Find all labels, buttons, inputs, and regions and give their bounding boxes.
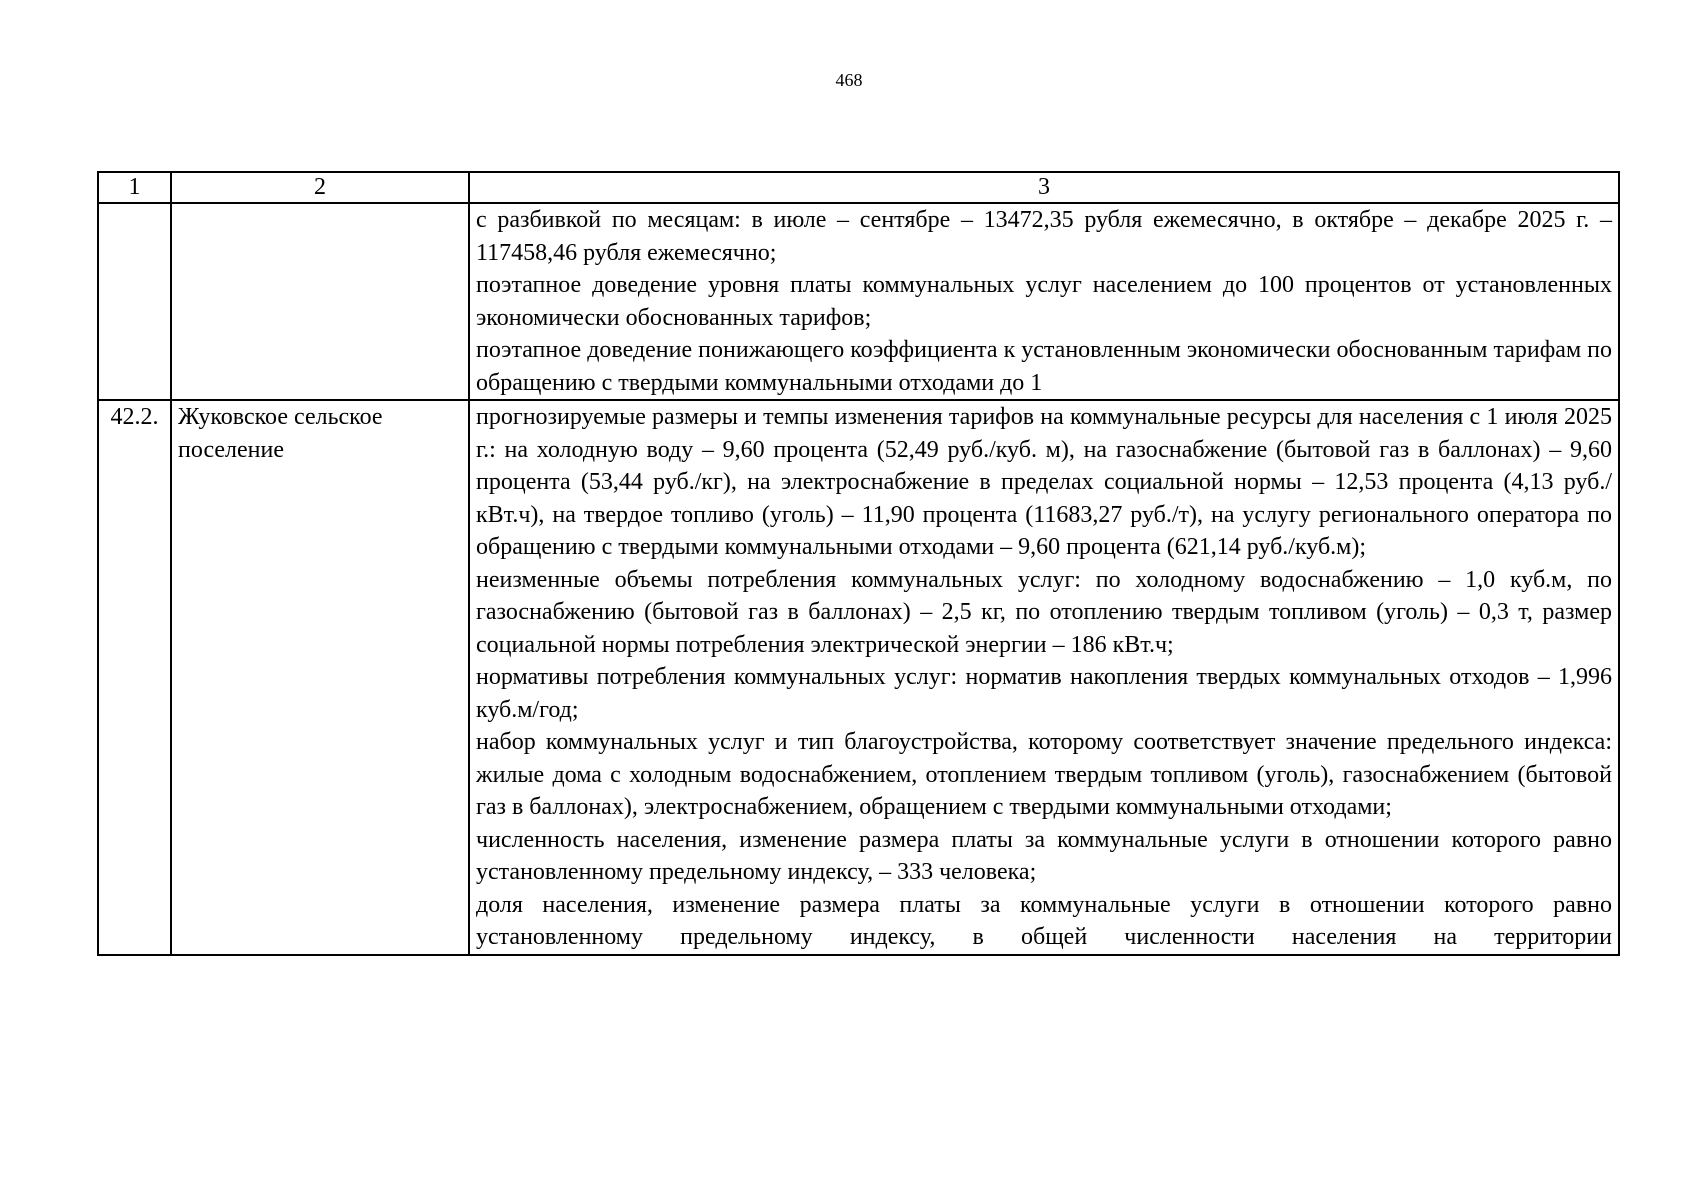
column-header-2: 2 — [171, 172, 469, 203]
row-content — [469, 400, 1619, 955]
row-number: 42.2. — [98, 400, 171, 955]
table-row — [98, 203, 1619, 400]
content-paragraph: нормативы потребления коммунальных услуг: норматив накопления твердых коммунальных отходов – 1,996 куб.м/год; — [476, 664, 1612, 723]
column-header-1: 1 — [98, 172, 171, 203]
content-paragraph: доля населения, изменение размера платы за коммунальные услуги в отношении которого равно установленному предельному индексу, в общей численности населения на территории — [476, 891, 1612, 950]
content-paragraph: поэтапное доведение понижающего коэффициента к установленным экономически обоснованным тарифам по обращению с твердыми коммунальными отходами до 1 — [476, 337, 1612, 396]
table-row — [98, 400, 1619, 955]
content-paragraph: прогнозируемые размеры и темпы изменения тарифов на коммунальные ресурсы для населения с 1 июля 2025 г.: на холодную воду – 9,60 процента (52,49 руб./куб. м), на газоснабжение (бытовой газ в баллонах) – 9,60 процента (53,44 руб./кг), на электроснабжение в пределах социальной нормы – 12,53 процента (4,13 руб./кВт.ч), на твердое топливо (уголь) – 11,90 процента (11683,27 руб./т), на услугу регионального оператора по обращению с твердыми коммунальными отходами – 9,60 процента (621,14 руб./куб.м); — [476, 404, 1612, 560]
row-number — [98, 203, 171, 400]
row-name — [171, 203, 469, 400]
content-paragraph: неизменные объемы потребления коммунальных услуг: по холодному водоснабжению – 1,0 куб.м, по газоснабжению (бытовой газ в баллонах) – 2,5 кг, по отоплению твердым топливом (уголь) – 0,3 т, размер социальной нормы потребления электрической энергии – 186 кВт.ч; — [476, 566, 1612, 658]
document-table — [97, 171, 1620, 956]
content-paragraph: с разбивкой по месяцам: в июле – сентябре – 13472,35 рубля ежемесячно, в октябре – декабре 2025 г. – 117458,46 рубля ежемесячно; — [476, 207, 1612, 266]
row-name: Жуковское сельское поселение — [171, 400, 469, 955]
table-header-row — [98, 172, 1619, 203]
content-paragraph: поэтапное доведение уровня платы коммунальных услуг населением до 100 процентов от установленных экономически обоснованных тарифов; — [476, 272, 1612, 331]
content-paragraph: набор коммунальных услуг и тип благоустройства, которому соответствует значение предельного индекса: жилые дома с холодным водоснабжением, отоплением твердым топливом (уголь), газоснабжением (бытовой газ в баллонах), электроснабжением, обращением с твердыми коммунальными отходами; — [476, 729, 1612, 820]
column-header-3: 3 — [469, 172, 1619, 203]
content-paragraph: численность населения, изменение размера платы за коммунальные услуги в отношении которого равно установленному предельному индексу, – 333 человека; — [476, 826, 1612, 885]
page-number: 468 — [835, 70, 863, 90]
row-content — [469, 203, 1619, 400]
